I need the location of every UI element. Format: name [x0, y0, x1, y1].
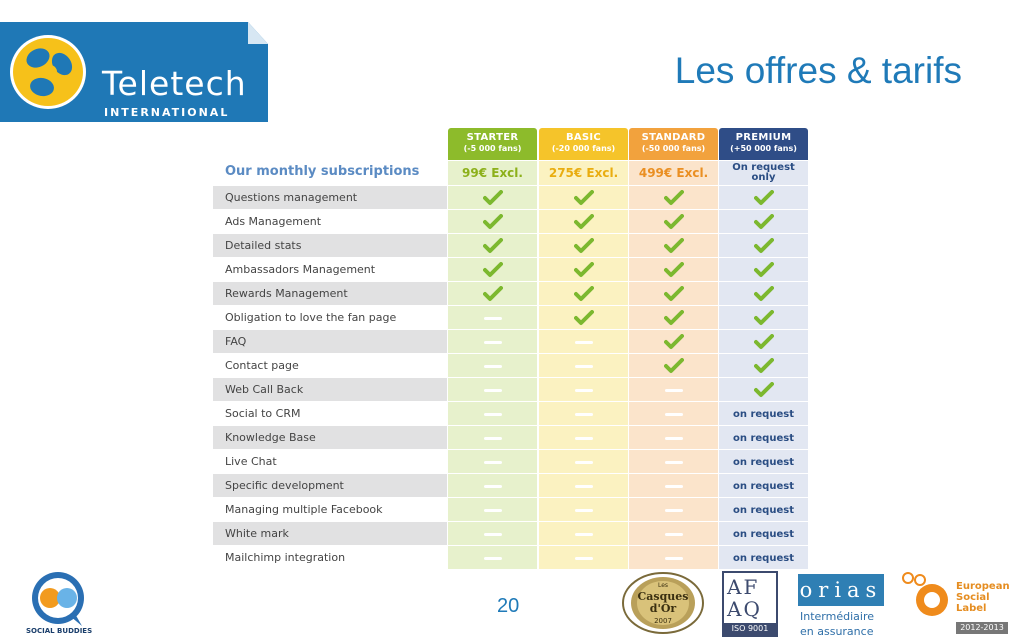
dash-icon	[575, 413, 593, 416]
dash-icon	[575, 485, 593, 488]
feature-cell	[539, 210, 628, 234]
dash-icon	[575, 341, 593, 344]
check-icon	[664, 358, 684, 374]
casques-name: Casques	[637, 590, 689, 603]
dash-icon	[484, 557, 502, 560]
dash-icon	[575, 461, 593, 464]
check-icon	[483, 262, 503, 278]
feature-cell	[539, 546, 628, 570]
check-icon	[664, 238, 684, 254]
brand-banner	[0, 22, 268, 122]
on-request-text: on request	[733, 480, 794, 492]
check-icon	[664, 286, 684, 302]
check-icon	[574, 214, 594, 230]
check-icon	[483, 238, 503, 254]
social-buddies-label: SOCIAL BUDDIES	[26, 627, 93, 635]
dash-icon	[484, 317, 502, 320]
dash-icon	[665, 557, 683, 560]
check-icon	[754, 190, 774, 206]
feature-cell	[629, 330, 718, 354]
feature-label: Detailed stats	[213, 234, 447, 257]
feature-label: Live Chat	[213, 450, 447, 473]
feature-label: Social to CRM	[213, 402, 447, 425]
check-icon	[483, 190, 503, 206]
plan-header	[539, 128, 628, 160]
feature-cell	[448, 234, 537, 258]
feature-cell	[448, 378, 537, 402]
feature-label: Web Call Back	[213, 378, 447, 401]
casques-les: Les	[657, 582, 669, 589]
feature-cell	[719, 306, 808, 330]
feature-cell	[719, 186, 808, 210]
feature-cell	[629, 474, 718, 498]
feature-label: Ads Management	[213, 210, 447, 233]
feature-cell	[539, 450, 628, 474]
check-icon	[754, 358, 774, 374]
feature-cell	[629, 186, 718, 210]
feature-cell	[539, 234, 628, 258]
check-icon	[754, 310, 774, 326]
feature-cell	[448, 402, 537, 426]
feature-cell	[448, 330, 537, 354]
feature-label: Questions management	[213, 186, 447, 209]
feature-label: FAQ	[213, 330, 447, 353]
feature-cell	[719, 522, 808, 546]
feature-cell	[719, 498, 808, 522]
check-icon	[664, 262, 684, 278]
feature-cell	[448, 282, 537, 306]
dash-icon	[484, 461, 502, 464]
check-icon	[574, 310, 594, 326]
feature-cell	[448, 210, 537, 234]
feature-cell	[719, 354, 808, 378]
plan-price: 99€ Excl.	[448, 161, 537, 185]
check-icon	[664, 214, 684, 230]
page-number: 20	[497, 595, 520, 617]
social-buddies-logo-icon	[24, 568, 93, 636]
feature-label: Rewards Management	[213, 282, 447, 305]
feature-label: Contact page	[213, 354, 447, 377]
feature-cell	[629, 306, 718, 330]
esl-line2: Social	[956, 592, 990, 603]
pricing-table	[213, 128, 809, 570]
feature-cell	[448, 498, 537, 522]
check-icon	[664, 334, 684, 350]
feature-cell	[719, 258, 808, 282]
dash-icon	[484, 533, 502, 536]
dash-icon	[665, 509, 683, 512]
check-icon	[754, 214, 774, 230]
feature-cell	[539, 498, 628, 522]
feature-cell	[448, 306, 537, 330]
dash-icon	[665, 389, 683, 392]
orias-logo: orias	[798, 574, 884, 606]
feature-cell	[539, 330, 628, 354]
check-icon	[664, 190, 684, 206]
afaq-text: AF AQ	[727, 575, 762, 621]
feature-cell	[629, 354, 718, 378]
plan-header	[629, 128, 718, 160]
esl-text	[956, 581, 1010, 614]
casques-dor: d'Or	[649, 602, 677, 615]
casques-year: 2007	[654, 617, 672, 625]
plan-fans: (-50 000 fans)	[641, 144, 706, 153]
feature-cell	[629, 282, 718, 306]
on-request-text: on request	[733, 456, 794, 468]
page-title: Les offres & tarifs	[674, 50, 962, 91]
feature-cell	[448, 426, 537, 450]
feature-cell	[539, 282, 628, 306]
feature-cell	[629, 258, 718, 282]
feature-cell	[448, 474, 537, 498]
feature-cell	[719, 474, 808, 498]
dash-icon	[484, 413, 502, 416]
feature-cell	[539, 186, 628, 210]
on-request-text: on request	[733, 552, 794, 564]
plan-price-line1: On request	[732, 162, 795, 173]
feature-cell	[539, 522, 628, 546]
brand-subtitle: INTERNATIONAL	[104, 106, 230, 119]
on-request-text: on request	[733, 528, 794, 540]
check-icon	[574, 190, 594, 206]
feature-cell	[629, 378, 718, 402]
dash-icon	[484, 341, 502, 344]
dash-icon	[484, 365, 502, 368]
plan-name: PREMIUM	[735, 132, 792, 143]
plan-name: STANDARD	[641, 132, 706, 143]
check-icon	[754, 238, 774, 254]
dash-icon	[484, 509, 502, 512]
feature-cell	[719, 378, 808, 402]
orias-line1: Intermédiaire	[800, 610, 874, 623]
plan-fans: (+50 000 fans)	[730, 144, 797, 153]
check-icon	[574, 286, 594, 302]
feature-cell	[629, 402, 718, 426]
casques-dor-logo-icon	[622, 572, 704, 634]
dash-icon	[665, 413, 683, 416]
plan-fans: (-20 000 fans)	[551, 144, 616, 153]
check-icon	[754, 382, 774, 398]
feature-cell	[719, 450, 808, 474]
feature-label: Mailchimp integration	[213, 546, 447, 569]
feature-cell	[719, 402, 808, 426]
esl-line1: European	[956, 581, 1010, 592]
feature-cell	[539, 258, 628, 282]
check-icon	[574, 262, 594, 278]
on-request-text: on request	[733, 432, 794, 444]
dash-icon	[575, 533, 593, 536]
dash-icon	[484, 437, 502, 440]
feature-cell	[448, 546, 537, 570]
feature-cell	[719, 210, 808, 234]
plan-header	[448, 128, 537, 160]
subscriptions-label: Our monthly subscriptions	[225, 164, 420, 179]
feature-cell	[448, 450, 537, 474]
on-request-text: on request	[733, 504, 794, 516]
feature-cell	[539, 354, 628, 378]
esl-line3: Label	[956, 603, 987, 614]
row-divider	[213, 569, 809, 570]
check-icon	[574, 238, 594, 254]
dash-icon	[484, 389, 502, 392]
check-icon	[483, 286, 503, 302]
feature-label: Knowledge Base	[213, 426, 447, 449]
feature-label: Specific development	[213, 474, 447, 497]
dash-icon	[484, 485, 502, 488]
feature-cell	[629, 210, 718, 234]
on-request-text: on request	[733, 408, 794, 420]
feature-cell	[448, 258, 537, 282]
plan-price: 499€ Excl.	[629, 161, 718, 185]
feature-label: Ambassadors Management	[213, 258, 447, 281]
plan-price-line2: only	[751, 172, 776, 183]
dash-icon	[575, 437, 593, 440]
orias-line2: en assurance	[800, 625, 874, 638]
plan-name: STARTER	[466, 132, 519, 143]
feature-cell	[629, 522, 718, 546]
plan-name: BASIC	[565, 132, 602, 143]
plan-price: 275€ Excl.	[539, 161, 628, 185]
check-icon	[754, 286, 774, 302]
feature-cell	[629, 426, 718, 450]
feature-cell	[719, 330, 808, 354]
dash-icon	[575, 365, 593, 368]
feature-cell	[448, 186, 537, 210]
feature-cell	[539, 474, 628, 498]
afaq-iso: ISO 9001	[724, 623, 776, 635]
feature-label: Obligation to love the fan page	[213, 306, 447, 329]
esl-years: 2012-2013	[956, 622, 1008, 634]
feature-label: Managing multiple Facebook	[213, 498, 447, 521]
feature-cell	[539, 378, 628, 402]
plan-price	[719, 161, 808, 185]
afaq-logo	[722, 571, 778, 637]
feature-cell	[539, 306, 628, 330]
check-icon	[754, 334, 774, 350]
feature-cell	[539, 402, 628, 426]
feature-cell	[719, 234, 808, 258]
dash-icon	[665, 461, 683, 464]
feature-cell	[629, 450, 718, 474]
dash-icon	[665, 533, 683, 536]
feature-cell	[448, 522, 537, 546]
dash-icon	[665, 437, 683, 440]
plan-header	[719, 128, 808, 160]
feature-cell	[719, 282, 808, 306]
dash-icon	[575, 509, 593, 512]
check-icon	[754, 262, 774, 278]
dash-icon	[575, 389, 593, 392]
dash-icon	[575, 557, 593, 560]
feature-cell	[539, 426, 628, 450]
dash-icon	[665, 485, 683, 488]
feature-cell	[719, 426, 808, 450]
check-icon	[483, 214, 503, 230]
plan-fans: (-5 000 fans)	[463, 144, 522, 153]
feature-cell	[719, 546, 808, 570]
brand-name: Teletech	[102, 64, 247, 103]
feature-cell	[448, 354, 537, 378]
check-icon	[664, 310, 684, 326]
feature-cell	[629, 546, 718, 570]
feature-cell	[629, 498, 718, 522]
feature-cell	[629, 234, 718, 258]
feature-label: White mark	[213, 522, 447, 545]
teletech-logo-icon	[10, 35, 86, 109]
